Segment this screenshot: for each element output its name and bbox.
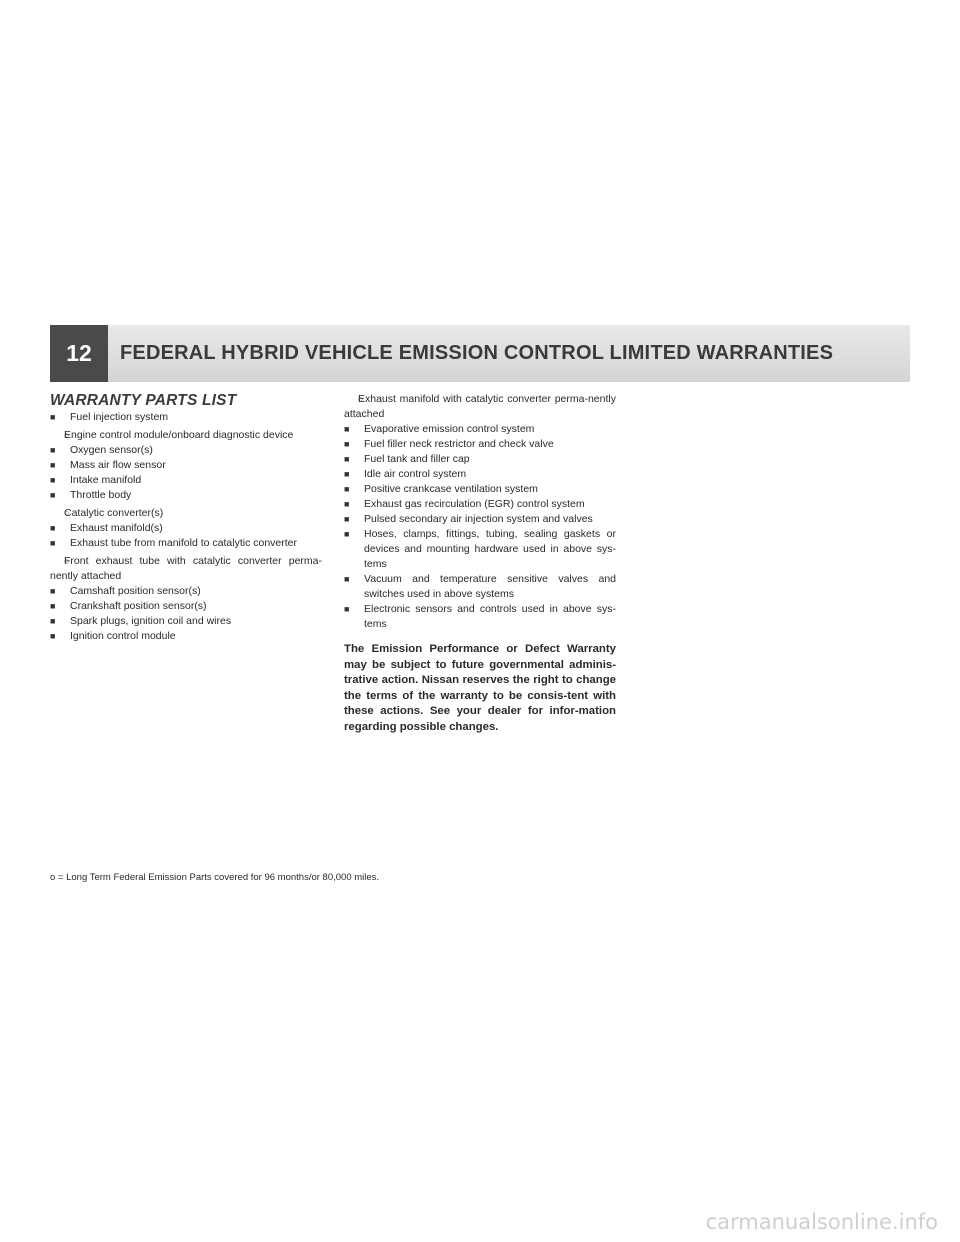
- list-item: ■ Exhaust gas recirculation (EGR) control system: [344, 497, 616, 512]
- right-column: [344, 392, 616, 735]
- list-item: ■ Fuel tank and filler cap: [344, 452, 616, 467]
- chapter-title: FEDERAL HYBRID VEHICLE EMISSION CONTROL LIMITED WARRANTIES: [120, 342, 834, 364]
- list-item: ○ Engine control module/onboard diagnostic device: [50, 428, 322, 443]
- parts-list-right: [344, 392, 616, 632]
- list-item: ■ Camshaft position sensor(s): [50, 584, 322, 599]
- page-number: 12: [50, 325, 108, 382]
- list-item: ■ Ignition control module: [50, 629, 322, 644]
- list-item: ■ Throttle body: [50, 488, 322, 503]
- list-item: ■ Positive crankcase ventilation system: [344, 482, 616, 497]
- list-item: ■ Electronic sensors and controls used in above sys-tems: [344, 602, 616, 632]
- watermark: carmanualsonline.info: [705, 1210, 938, 1234]
- list-item: ■ Idle air control system: [344, 467, 616, 482]
- section-header-bar: [50, 325, 910, 382]
- list-item: ■ Mass air flow sensor: [50, 458, 322, 473]
- list-item: ■ Evaporative emission control system: [344, 422, 616, 437]
- list-item: ■ Exhaust tube from manifold to catalytic converter: [50, 536, 322, 551]
- list-item: ■ Exhaust manifold(s): [50, 521, 322, 536]
- list-item: ○ Exhaust manifold with catalytic converter perma-nently attached: [344, 392, 616, 422]
- list-item: ○ Catalytic converter(s): [50, 506, 322, 521]
- left-column: [50, 392, 322, 644]
- list-item: ■ Pulsed secondary air injection system and valves: [344, 512, 616, 527]
- list-item: ■ Fuel injection system: [50, 410, 322, 425]
- list-item: ■ Hoses, clamps, fittings, tubing, sealing gaskets or devices and mounting hardware used in above sys-tems: [344, 527, 616, 572]
- list-item: ■ Fuel filler neck restrictor and check valve: [344, 437, 616, 452]
- list-item: ■ Oxygen sensor(s): [50, 443, 322, 458]
- list-item: ■ Intake manifold: [50, 473, 322, 488]
- list-item: ■ Vacuum and temperature sensitive valves and switches used in above systems: [344, 572, 616, 602]
- list-item: ■ Spark plugs, ignition coil and wires: [50, 614, 322, 629]
- warranty-notice: The Emission Performance or Defect Warranty may be subject to future governmental adminis-trative action. Nissan reserves the right to change the terms of the warranty to be consis-tent with these actions. See your dealer for infor-mation regarding possible changes.: [344, 643, 616, 733]
- parts-list-left: [50, 410, 322, 644]
- footnote: o = Long Term Federal Emission Parts covered for 96 months/or 80,000 miles.: [50, 872, 380, 883]
- list-item: ■ Crankshaft position sensor(s): [50, 599, 322, 614]
- section-title: WARRANTY PARTS LIST: [50, 392, 237, 409]
- list-item: ○ Front exhaust tube with catalytic converter perma-nently attached: [50, 554, 322, 584]
